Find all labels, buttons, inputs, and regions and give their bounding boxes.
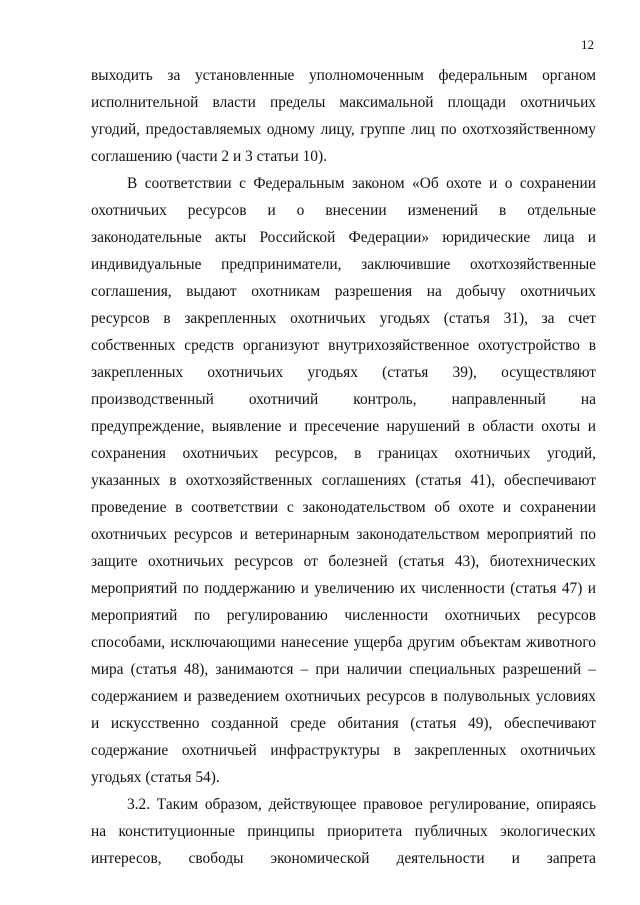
text-line: содержанием и разведением охотничьих ресурсов в полувольных условиях: [91, 688, 596, 705]
text-line: производственный охотничий контроль, направленный на: [91, 391, 596, 408]
text-line: соглашению (части 2 и 3 статьи 10).: [91, 148, 327, 165]
text-line: содержание охотничьей инфраструктуры в закрепленных охотничьих: [91, 742, 596, 759]
text-line: мероприятий по поддержанию и увеличению их численности (статья 47) и: [91, 580, 596, 597]
text-line: индивидуальные предприниматели, заключившие охотхозяйственные: [91, 256, 596, 273]
text-line: В соответствии с Федеральным законом «Об охоте и о сохранении: [127, 175, 596, 192]
body-text: [91, 62, 596, 872]
text-line: исполнительной власти пределы максимальной площади охотничьих: [91, 94, 596, 111]
text-line: способами, исключающими нанесение ущерба другим объектам животного: [91, 634, 596, 651]
page-number: 12: [581, 37, 594, 52]
text-line: предупреждение, выявление и пресечение нарушений в области охоты и: [91, 418, 596, 435]
text-line: проведение в соответствии с законодательством об охоте и сохранении: [91, 499, 596, 516]
text-line: собственных средств организуют внутрихозяйственное охотустройство в: [91, 337, 596, 354]
text-line: угодьях (статья 54).: [91, 769, 220, 786]
text-line: мира (статья 48), занимаются – при наличии специальных разрешений –: [91, 661, 596, 678]
text-line: интересов, свободы экономической деятельности и запрета: [91, 850, 596, 867]
text-line: сохранения охотничьих ресурсов, в границах охотничьих угодий,: [91, 445, 596, 462]
text-line: мероприятий по регулированию численности охотничьих ресурсов: [91, 607, 596, 624]
text-line: охотничьих ресурсов и ветеринарным законодательством мероприятий по: [91, 526, 596, 543]
text-line: на конституционные принципы приоритета публичных экологических: [91, 823, 596, 840]
text-line: законодательные акты Российской Федерации» юридические лица и: [91, 229, 596, 246]
text-line: защите охотничьих ресурсов от болезней (статья 43), биотехнических: [91, 553, 596, 570]
text-line: соглашения, выдают охотникам разрешения на добычу охотничьих: [91, 283, 596, 300]
text-line: ресурсов в закрепленных охотничьих угодьях (статья 31), за счет: [91, 310, 596, 327]
text-line: выходить за установленные уполномоченным федеральным органом: [91, 67, 596, 84]
text-line: угодий, предоставляемых одному лицу, группе лиц по охотхозяйственному: [91, 121, 596, 138]
text-line: закрепленных охотничьих угодьях (статья 39), осуществляют: [91, 364, 596, 381]
text-line: и искусственно созданной среде обитания (статья 49), обеспечивают: [91, 715, 596, 732]
text-line: указанных в охотхозяйственных соглашениях (статья 41), обеспечивают: [91, 472, 596, 489]
text-line: охотничьих ресурсов и о внесении изменений в отдельные: [91, 202, 596, 219]
text-line: 3.2. Таким образом, действующее правовое регулирование, опираясь: [127, 796, 596, 813]
